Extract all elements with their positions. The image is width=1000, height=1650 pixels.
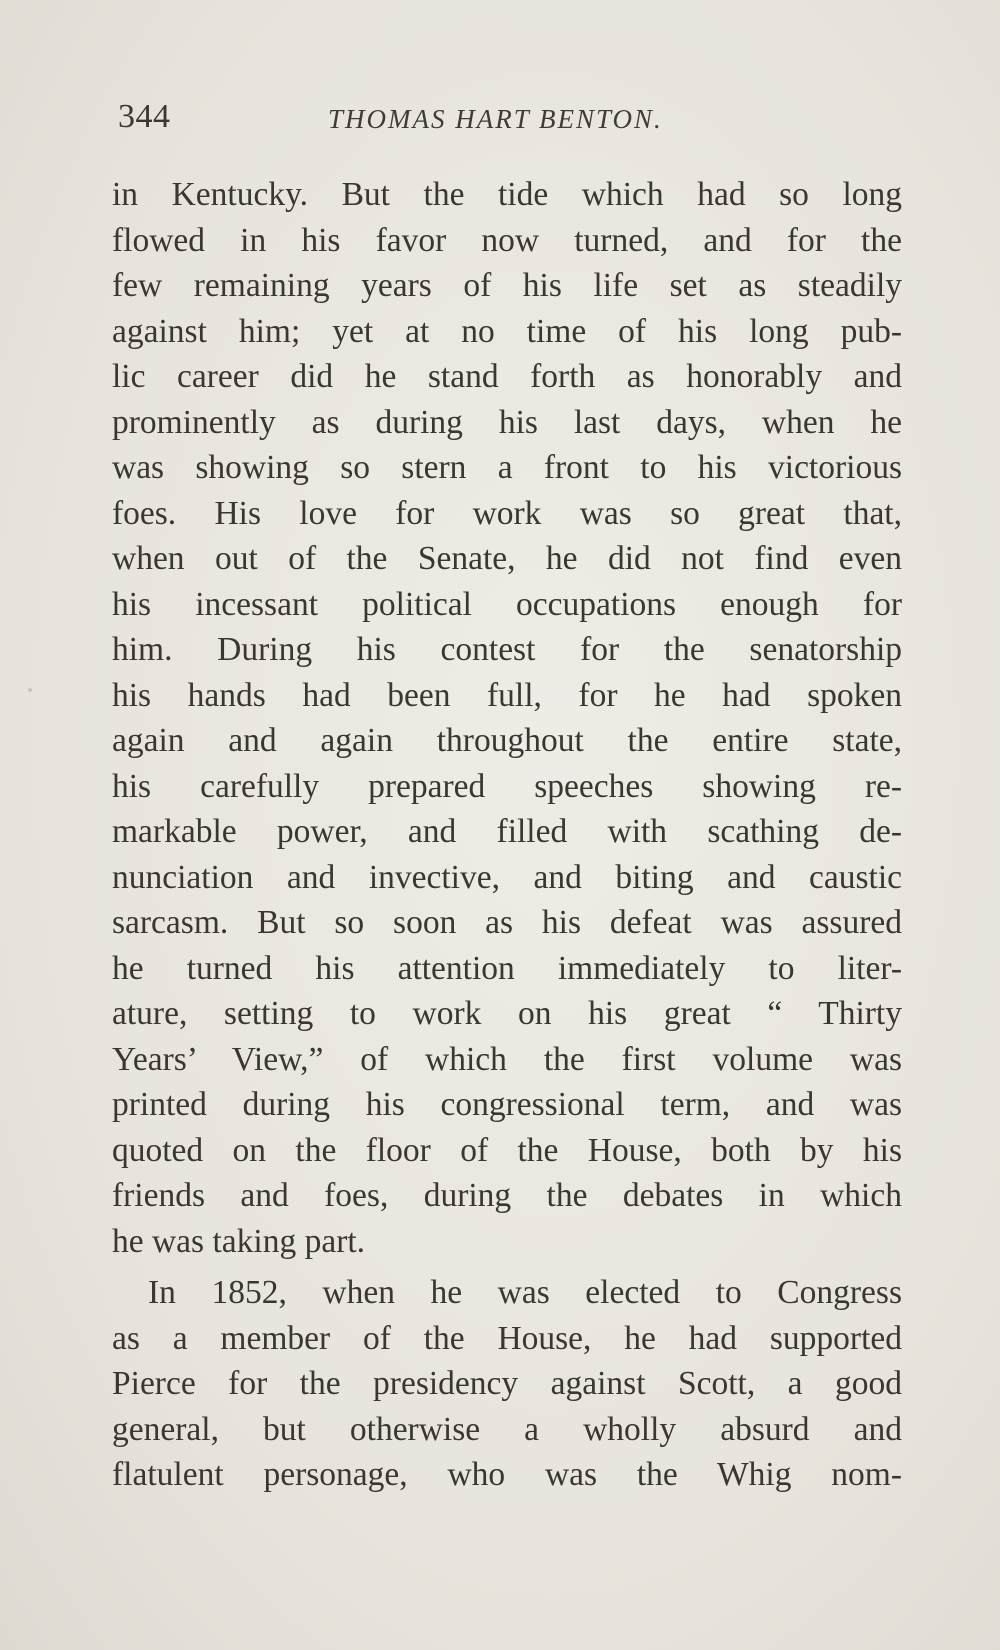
text-line: foes. His love for work was so great that, bbox=[112, 494, 902, 532]
text-line: ature, setting to work on his great “ Thirty bbox=[112, 995, 902, 1032]
text-line: flatulent personage, who was the Whig nom- bbox=[112, 1456, 902, 1493]
text-line: was showing so stern a front to his victorious bbox=[112, 449, 902, 486]
text-line: again and again throughout the entire state, bbox=[112, 722, 902, 759]
text-line: his incessant political occupations enough for bbox=[112, 585, 902, 623]
running-head bbox=[118, 98, 898, 148]
paper-blemish bbox=[28, 688, 32, 692]
text-line: quoted on the floor of the House, both by his bbox=[112, 1131, 902, 1169]
text-line: he was taking part. bbox=[112, 1222, 366, 1260]
text-line: flowed in his favor now turned, and for the bbox=[112, 221, 902, 259]
text-line: few remaining years of his life set as steadily bbox=[112, 267, 902, 304]
text-line: lic career did he stand forth as honorably and bbox=[112, 358, 902, 395]
text-line: Years’ View,” of which the first volume was bbox=[112, 1040, 902, 1078]
running-title: THOMAS HART BENTON. bbox=[328, 104, 663, 134]
text-line: against him; yet at no time of his long pub- bbox=[112, 312, 902, 350]
text-line: markable power, and filled with scathing de- bbox=[112, 813, 902, 850]
paragraph-1 bbox=[112, 172, 902, 1264]
text-line: his hands had been full, for he had spoken bbox=[112, 676, 902, 714]
text-line: his carefully prepared speeches showing re- bbox=[112, 767, 902, 805]
text-line: when out of the Senate, he did not find even bbox=[112, 540, 902, 577]
text-line: he turned his attention immediately to liter- bbox=[112, 949, 902, 987]
text-line: general, but otherwise a wholly absurd and bbox=[112, 1410, 902, 1448]
text-line: as a member of the House, he had supported bbox=[112, 1319, 902, 1357]
text-line: printed during his congressional term, and was bbox=[112, 1086, 902, 1123]
text-line: him. During his contest for the senatorship bbox=[112, 631, 902, 668]
text-line: nunciation and invective, and biting and caustic bbox=[112, 858, 902, 896]
page-number: 344 bbox=[118, 98, 171, 135]
text-line: prominently as during his last days, when he bbox=[112, 403, 902, 441]
text-line: friends and foes, during the debates in which bbox=[112, 1177, 902, 1214]
paragraph-2 bbox=[112, 1270, 902, 1498]
text-line: In 1852, when he was elected to Congress bbox=[148, 1274, 902, 1311]
text-line: Pierce for the presidency against Scott, a good bbox=[112, 1365, 902, 1402]
body-text bbox=[112, 172, 902, 1498]
text-line: sarcasm. But so soon as his defeat was assured bbox=[112, 904, 902, 941]
text-line: in Kentucky. But the tide which had so long bbox=[112, 176, 902, 213]
